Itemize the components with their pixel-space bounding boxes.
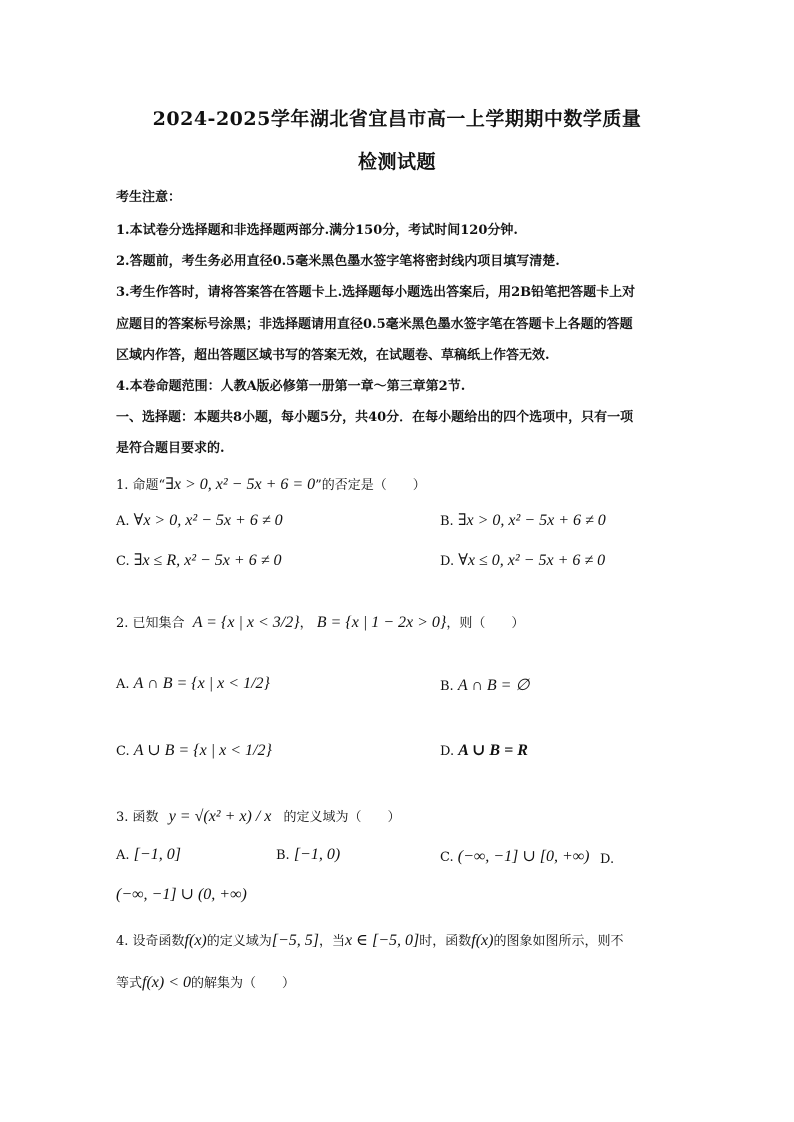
q4-domain: [−5, 5]: [271, 932, 320, 949]
q4-part2: 的定义域为: [206, 934, 272, 949]
question-4-line1: [116, 930, 623, 950]
q3-option-c-label: C.: [440, 850, 454, 865]
section-1-line2: 是符合题目要求的.: [116, 441, 225, 456]
question-2: 2. 已知集合 A = {x | x < 3/2}， B = {x | 1 − 2x > 0}，则（ ）: [116, 614, 525, 631]
q4-condition: x ∈ [−5, 0]: [345, 932, 420, 949]
question-3: [116, 806, 401, 826]
q3-function: y = √(x² + x) / x: [168, 808, 272, 825]
q3-option-d-label-wrap[interactable]: [600, 852, 614, 867]
q4-part1: 4. 设奇函数: [116, 934, 185, 949]
note-3b: 应题目的答案标号涂黑；非选择题请用直径0.5毫米黑色墨水签字笔在答题卡上各题的答题: [116, 317, 633, 332]
q2-option-a-label: A.: [116, 677, 130, 692]
q4-fx-2: f(x): [471, 932, 494, 949]
q4-part3: ，当: [319, 934, 346, 949]
note-3c: 区域内作答，超出答题区域书写的答案无效，在试题卷、草稿纸上作答无效.: [116, 348, 550, 363]
q2-option-a[interactable]: [116, 675, 270, 693]
q4-part6: 等式: [116, 976, 143, 991]
q2-option-d-text: A ∪ B = R: [458, 742, 528, 759]
q3-option-c-text: (−∞, −1] ∪ [0, +∞): [457, 848, 590, 865]
q2-set-b: B = {x | 1 − 2x > 0}: [316, 614, 447, 631]
q1-option-b[interactable]: [440, 510, 606, 530]
q4-fx-1: f(x): [184, 932, 207, 949]
q3-option-a[interactable]: [116, 846, 181, 864]
q2-option-c[interactable]: [116, 740, 272, 760]
q3-option-b-text: [−1, 0): [293, 846, 341, 863]
q4-inequality: f(x) < 0: [142, 974, 192, 991]
q3-prefix: 3. 函数: [116, 810, 159, 825]
note-3a: 3.考生作答时，请将答案答在答题卡上.选择题每小题选出答案后，用2B铅笔把答题卡上对: [116, 285, 636, 300]
q4-part7: 的解集为（ ）: [191, 976, 296, 991]
q1-option-a[interactable]: [116, 510, 283, 530]
q1-option-c-text: ∃x ≤ R, x² − 5x + 6 ≠ 0: [133, 552, 282, 569]
q2-option-d[interactable]: [440, 740, 528, 760]
q3-suffix: 的定义域为（ ）: [283, 810, 401, 825]
q4-part5: 的图象如图所示，则不: [493, 934, 624, 949]
q4-part4: 时，函数: [419, 934, 472, 949]
q1-suffix: ”的否定是（ ）: [315, 478, 426, 493]
q1-option-b-text: ∃x > 0, x² − 5x + 6 ≠ 0: [457, 512, 606, 529]
exam-title-line1: 2024-2025学年湖北省宜昌市高一上学期期中数学质量: [152, 108, 642, 130]
exam-title-line2: 检测试题: [357, 151, 436, 173]
q3-option-d-text: (−∞, −1] ∪ (0, +∞): [116, 886, 247, 903]
q3-option-a-label: A.: [116, 848, 130, 863]
q1-option-c[interactable]: [116, 550, 281, 570]
q3-option-c[interactable]: [440, 846, 589, 866]
q1-option-a-text: ∀x > 0, x² − 5x + 6 ≠ 0: [133, 512, 283, 529]
q2-option-b[interactable]: [440, 675, 529, 695]
q2-prefix: 2. 已知集合: [116, 616, 185, 631]
q2-option-b-text: A ∩ B = ∅: [457, 677, 530, 694]
section-1-line1: 一、选择题：本题共8小题，每小题5分，共40分．在每小题给出的四个选项中，只有一项: [116, 410, 634, 425]
question-1: [116, 474, 426, 494]
q1-option-a-label: A.: [116, 514, 130, 529]
question-4-line2: [116, 972, 295, 992]
q1-option-d-label: D.: [440, 554, 455, 569]
q1-expression: ∃x > 0, x² − 5x + 6 = 0: [165, 476, 316, 493]
q1-option-b-label: B.: [440, 514, 454, 529]
q3-option-b[interactable]: [276, 846, 340, 864]
q3-option-d[interactable]: [116, 884, 247, 904]
q1-option-d-text: ∀x ≤ 0, x² − 5x + 6 ≠ 0: [458, 552, 606, 569]
note-1: 1.本试卷分选择题和非选择题两部分.满分150分，考试时间120分钟.: [116, 223, 518, 238]
q1-prefix: 1. 命题“: [116, 478, 166, 493]
q2-suffix: ，则（ ）: [446, 616, 525, 631]
notes-heading: 考生注意：: [116, 190, 182, 205]
q2-option-c-text: A ∪ B = {x | x < 1/2}: [133, 742, 272, 759]
q1-option-c-label: C.: [116, 554, 130, 569]
q2-option-b-label: B.: [440, 679, 454, 694]
q2-option-d-label: D.: [440, 744, 455, 759]
note-2: 2.答题前，考生务必用直径0.5毫米黑色墨水签字笔将密封线内项目填写清楚.: [116, 254, 560, 269]
q2-option-a-text: A ∩ B = {x | x < 1/2}: [133, 675, 270, 692]
q3-option-b-label: B.: [276, 848, 290, 863]
q3-option-a-text: [−1, 0]: [133, 846, 181, 863]
note-4: 4.本卷命题范围：人教A版必修第一册第一章～第三章第2节.: [116, 379, 466, 394]
q1-option-d[interactable]: [440, 550, 605, 570]
q2-set-a: A = {x | x < 3/2}: [192, 614, 300, 631]
q2-option-c-label: C.: [116, 744, 130, 759]
q3-option-d-label: D.: [600, 852, 615, 867]
